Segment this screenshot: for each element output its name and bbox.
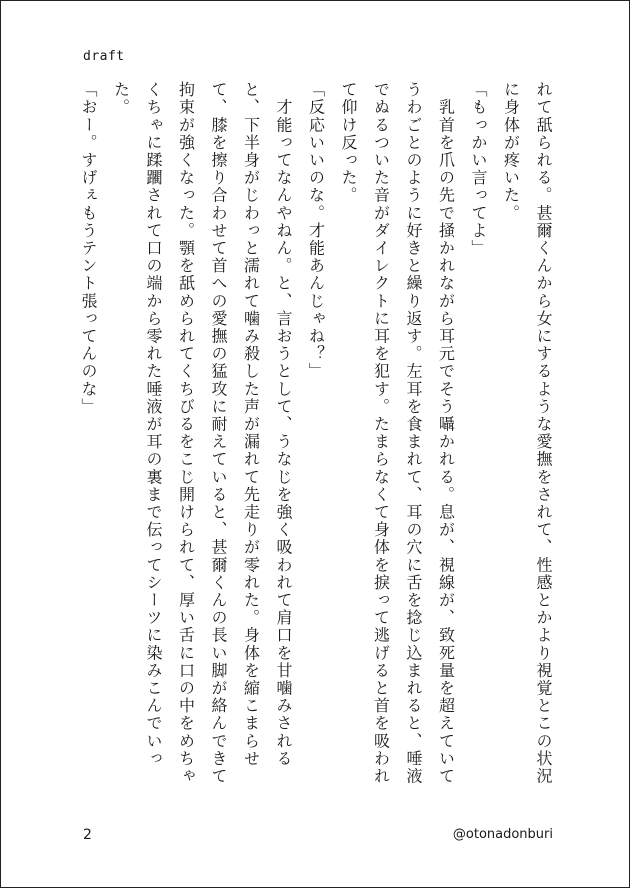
paragraph: 「もっかい言ってよ」 xyxy=(469,81,488,257)
vertical-body-text xyxy=(79,81,559,801)
paragraph: 乳首を爪の先で掻かれながら耳元でそう囁かれる。息が、視線が、致死量を超えていてうわごとのように好きと繰り返す。左耳を食まれて、耳の穴に舌を捻じ込まれると、唾液でぬるついた音がダイレクトに耳を犯す。たまらなくて身体を捩って逃げると首を吸われて仰け反った。 xyxy=(339,81,456,785)
paragraph: 「おー。すげぇもうテント張ってんのな」 xyxy=(79,81,98,416)
draft-label: draft xyxy=(83,49,125,64)
paragraph: れて舐られる。甚爾くんから女にするような愛撫をされて、性感とかより視覚とこの状況に身体が疼いた。 xyxy=(501,81,553,785)
paragraph: 「反応いいのな。才能あんじゃね？」 xyxy=(306,81,326,381)
paragraph: 才能ってなんやねん。と、言おうとして、うなじを強く吸われて肩口を甘噛みされると、下半身がじわっと濡れて噛み殺した声が漏れて先走りが零れた。身体を縮こまらせて、膝を擦り合わせて首への愛撫の猛攻に耐えていると、甚爾くんの長い脚が絡んできて拘束が強くなった。顎を舐められてくちびるをこじ開けられて、厚い舌に口の中をめちゃくちゃに蹂躙されて口の端から零れた唾液が耳の裏まで伝ってシーツに染みこんでいった。 xyxy=(111,81,293,785)
page-number: 2 xyxy=(83,827,92,843)
author-handle: @otonadonburi xyxy=(452,827,553,842)
